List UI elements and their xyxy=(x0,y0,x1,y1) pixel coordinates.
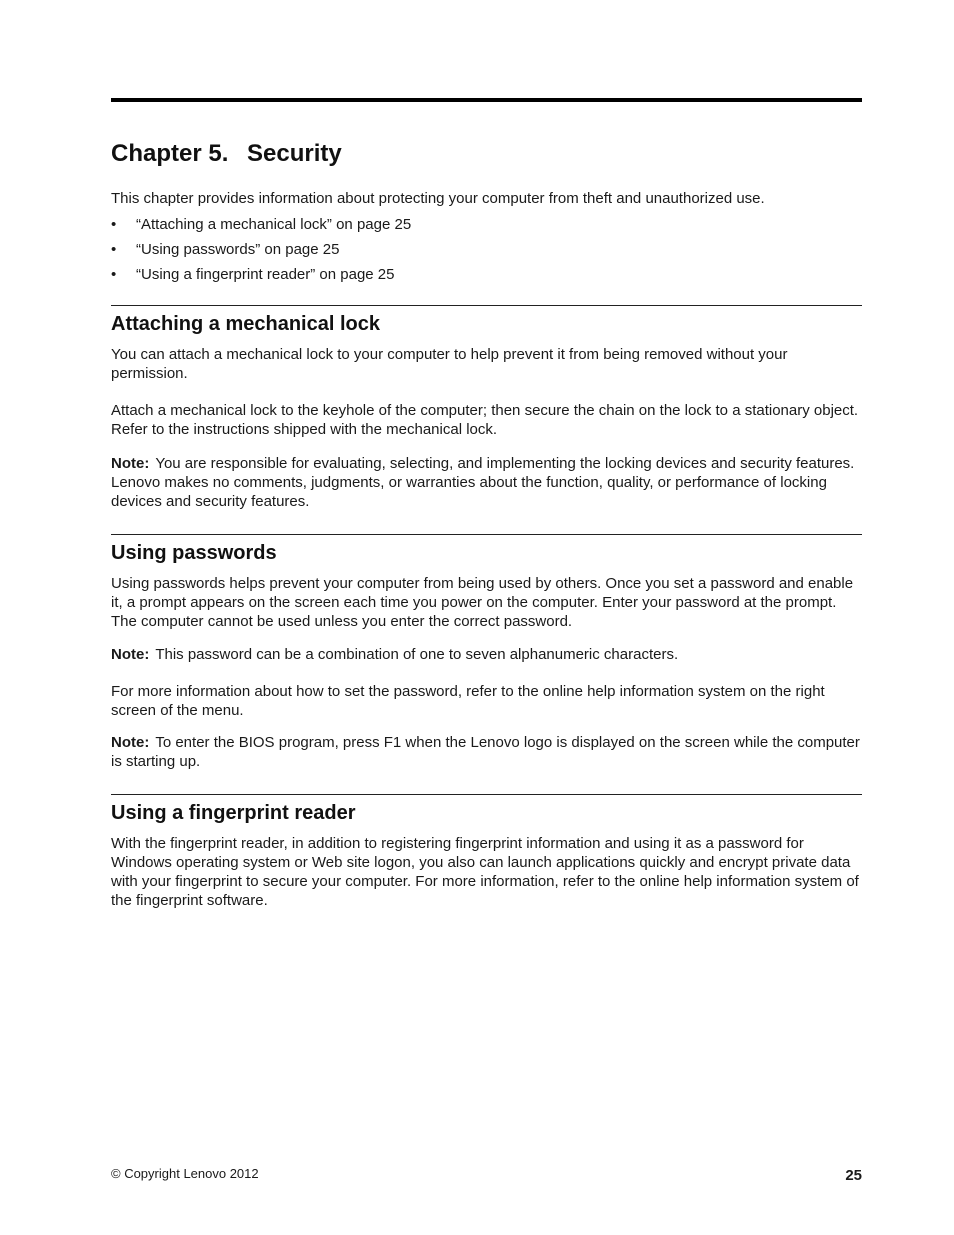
note-label: Note: xyxy=(111,734,150,751)
paragraph: Attach a mechanical lock to the keyhole of the computer; then secure the chain on the lock to a stationary object. Refer to the instructions shipped with the mechanical lock. xyxy=(111,402,859,438)
chapter-links xyxy=(111,215,862,284)
section-heading-passwords: Using passwords xyxy=(111,542,277,564)
chapter-intro: This chapter provides information about protecting your computer from theft and unauthorized use. xyxy=(111,190,765,207)
note: Note: To enter the BIOS program, press F1 when the Lenovo logo is displayed on the screen while the computer is starting up. xyxy=(111,734,860,770)
section-rule xyxy=(111,305,862,306)
chapter-link-fingerprint[interactable]: • “Using a fingerprint reader” on page 25 xyxy=(111,266,395,283)
section-rule xyxy=(111,794,862,795)
chapter-link-lock[interactable]: • “Attaching a mechanical lock” on page 25 xyxy=(111,216,412,233)
paragraph: With the fingerprint reader, in addition to registering fingerprint information and using it as a password for Windows operating system or Web site logon, you also can launch applications quickly and encrypt private data with your fingerprint to secure your computer. For more information, refer to the online help information system of the fingerprint software. xyxy=(111,835,859,909)
section-heading-fingerprint: Using a fingerprint reader xyxy=(111,802,356,824)
chapter-link-passwords[interactable]: • “Using passwords” on page 25 xyxy=(111,241,340,258)
note: Note: You are responsible for evaluating, selecting, and implementing the locking devices and security features. Lenovo makes no comments, judgments, or warranties about the function, quality, or performance of locking devices and security features. xyxy=(111,455,855,510)
paragraph: Using passwords helps prevent your computer from being used by others. Once you set a password and enable it, a prompt appears on the screen each time you power on the computer. Enter your password at the prompt. The computer cannot be used unless you enter the correct password. xyxy=(111,575,854,630)
note: Note: This password can be a combination of one to seven alphanumeric characters. xyxy=(111,646,679,663)
section-heading-lock: Attaching a mechanical lock xyxy=(111,313,380,335)
section-rule xyxy=(111,534,862,535)
footer-copyright: © Copyright Lenovo 2012 xyxy=(111,1166,259,1181)
note-label: Note: xyxy=(111,646,150,663)
paragraph: You can attach a mechanical lock to your computer to help prevent it from being removed without your permission. xyxy=(111,346,788,382)
document-page xyxy=(111,98,862,910)
chapter-title xyxy=(111,139,862,169)
chapter-number: Chapter 5. xyxy=(111,140,229,167)
chapter-name: Security xyxy=(247,140,342,167)
note-label: Note: xyxy=(111,455,150,472)
page-number: 25 xyxy=(845,1167,862,1184)
paragraph: For more information about how to set the password, refer to the online help information system on the right screen of the menu. xyxy=(111,683,825,719)
chapter-rule xyxy=(111,98,862,102)
